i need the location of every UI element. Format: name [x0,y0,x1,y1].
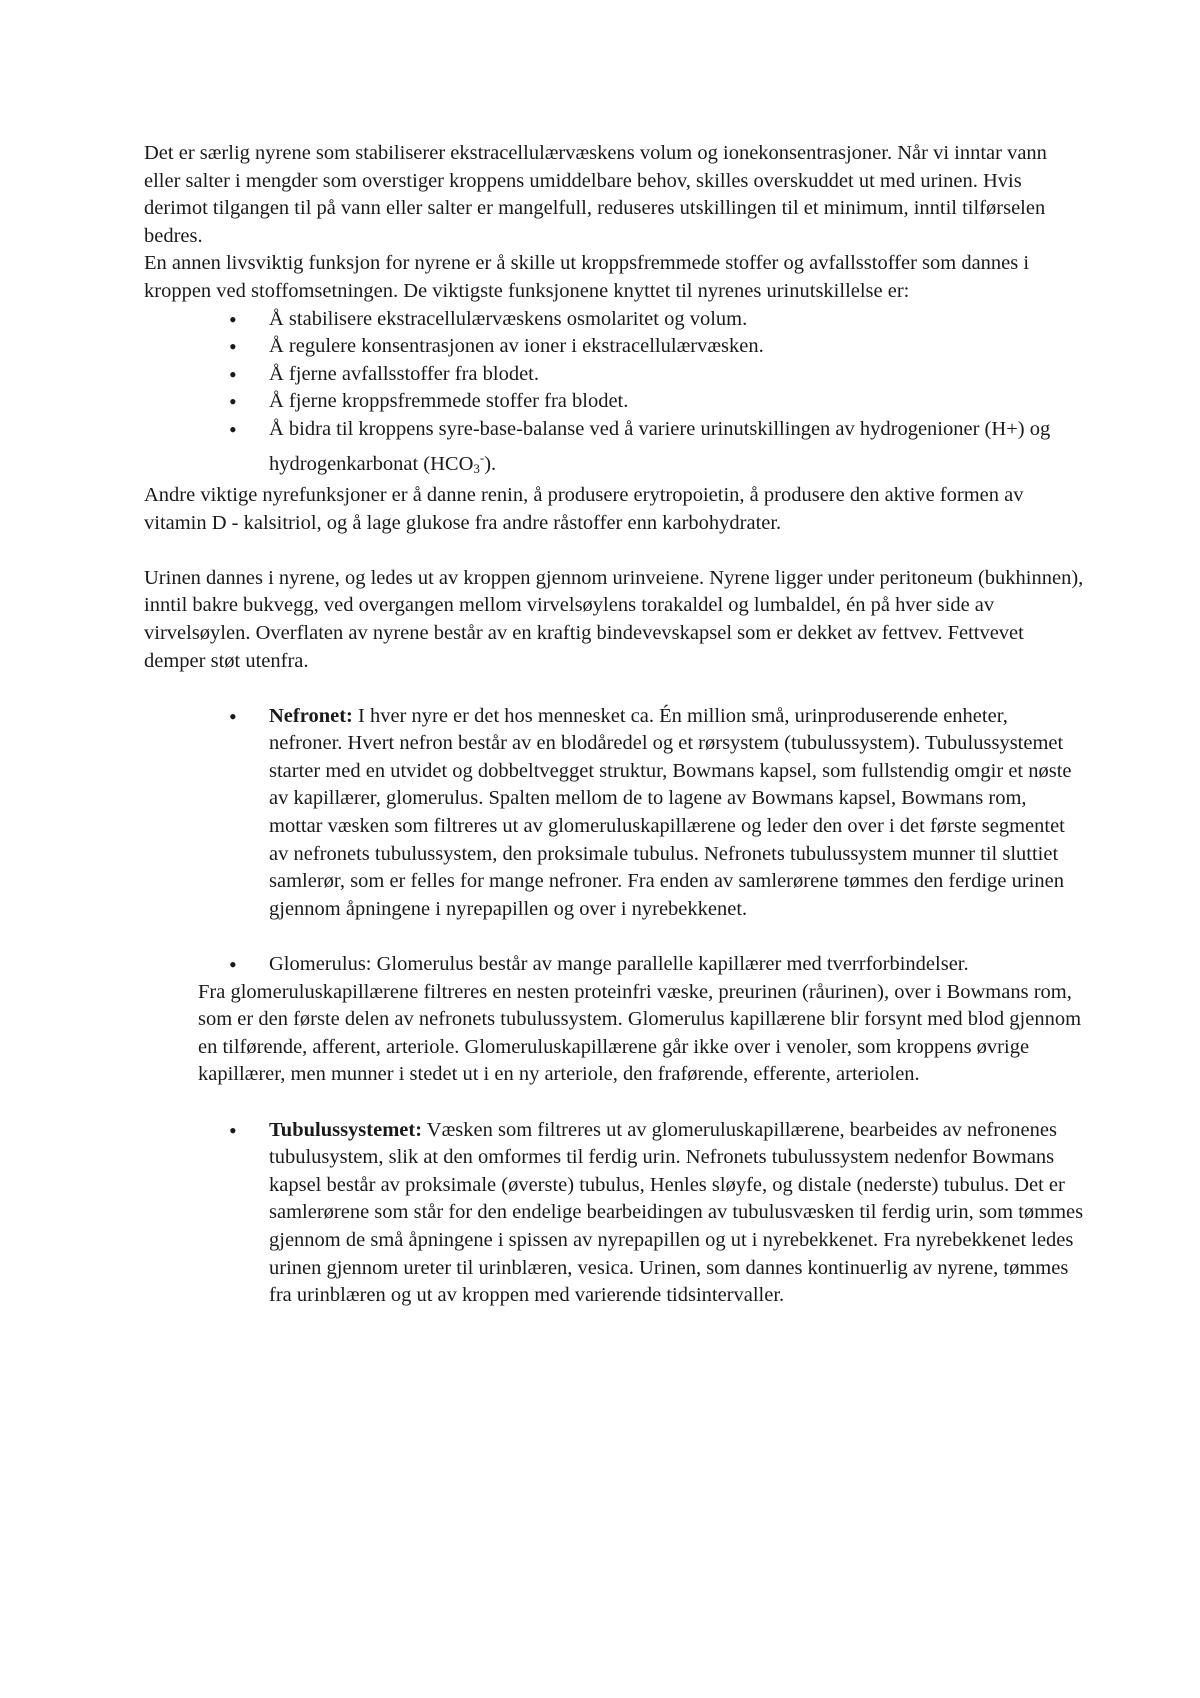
bullet-icon: • [229,361,237,387]
list-item: • Nefronet: I hver nyre er det hos mennesket ca. Én million små, urinproduserende enheter, nefroner. Hvert nefron består av en blodåredel og et rørsystem (tubulussystem). Tubulussystemet starter med en utvidet og dobbeltvegget struktur, Bowmans kapsel, som fullstendig omgir et nøste av kapillærer, glomerulus. Spalten mellom de to lagene av Bowmans kapsel, Bowmans rom, mottar væsken som filtreres ut av glomeruluskapillærene og leder den over i det første segmentet av nefronets tubulussystem, den proksimale tubulus. Nefronets tubulussystem munner til sluttiet samlerør, som er felles for mange nefroner. Fra enden av samlerørene tømmes den ferdige urinen gjennom åpningene i nyrepapillen og over i nyrebekkenet. [229,703,1072,920]
intro-paragraph-1: Det er særlig nyrene som stabiliserer ekstracellulærvæskens volum og ionekonsentrasjoner. Når vi inntar vann eller salter i mengder som overstiger kroppens umiddelbare behov, skilles overskuddet ut med urinen. Hvis derimot tilgangen til på vann eller salter er mangelfull, reduseres utskillingen til et minimum, inntil tilførselen bedres. [144,142,1047,247]
list-item: • Å regulere konsentrasjonen av ioner i ekstracellulærvæsken. [229,334,764,360]
bullet-icon: • [229,1117,237,1143]
nefronet-section [144,703,1084,924]
spacer [144,675,1084,703]
term-nefronet: Nefronet: [269,704,353,727]
bullet-icon: • [229,703,237,729]
tubulus-section [144,1117,1084,1310]
list-item: • Å stabilisere ekstracellulærvæskens osmolaritet og volum. [229,306,748,332]
other-functions-paragraph: Andre viktige nyrefunksjoner er å danne renin, å produsere erytropoietin, å produsere den aktive formen av vitamin D - kalsitriol, og å lage glukose fra andre råstoffer enn karbohydrater. [144,483,1024,534]
glomerulus-section [144,951,1084,979]
bullet-icon: • [229,334,237,360]
bullet-icon: • [229,952,237,978]
spacer [144,923,1084,951]
list-item: • Å fjerne avfallsstoffer fra blodet. [229,361,539,387]
kidney-functions-list [144,306,1084,482]
term-tubulussystemet: Tubulussystemet: [269,1118,423,1141]
glomerulus-continuation: Fra glomeruluskapillærene filtreres en nesten proteinfri væske, preurinen (råurinen), over i Bowmans rom, som er den første delen av nefronets tubulussystem. Glomerulus kapillærene blir forsynt med blod gjennom en tilførende, afferent, arteriole. Glomeruluskapillærene går ikke over i venoler, som kroppens øvrige kapillærer, men munner i stedet ut i en ny arteriole, den fraførende, efferente, arteriolen. [198,980,1082,1086]
list-item: • Glomerulus: Glomerulus består av mange parallelle kapillærer med tverrforbindelser. [229,952,969,978]
spacer [144,537,1084,565]
list-item: • Tubulussystemet: Væsken som filtreres ut av glomeruluskapillærene, bearbeides av nefronenes tubulusystem, slik at den omformes til ferdig urin. Nefronets tubulussystem nedenfor Bowmans kapsel består av proksimale (øverste) tubulus, Henles sløyfe, og distale (nederste) tubulus. Det er samlerørene som står for den endelige bearbeidingen av tubulusvæsken til ferdig urin, som tømmes gjennom de små åpningene i spissen av nyrepapillen og ut i nyrebekkenet. Fra nyrebekkenet ledes urinen gjennom ureter til urinblæren, vesica. Urinen, som dannes kontinuerlig av nyrene, tømmes fra urinblæren og ut av kroppen med varierende tidsintervaller. [229,1117,1084,1307]
anatomy-paragraph: Urinen dannes i nyrene, og ledes ut av kroppen gjennom urinveiene. Nyrene ligger under peritoneum (bukhinnen), inntil bakre bukvegg, ved overgangen mellom virvelsøylens torakaldel og lumbaldel, én på hver side av virvelsøylen. Overflaten av nyrene består av en kraftig bindevevskapsel som er dekket av fettvev. Fettvevet demper støt utenfra. [144,566,1084,672]
document-body [144,140,1084,1310]
list-item: • Å bidra til kroppens syre-base-balanse ved å variere urinutskillingen av hydrogenioner (H+) og hydrogenkarbonat $(HCO_3^-)$. [229,416,1051,476]
intro-paragraph-2: En annen livsviktig funksjon for nyrene er å skille ut kroppsfremmede stoffer og avfallsstoffer som dannes i kroppen ved stoffomsetningen. De viktigste funksjonene knyttet til nyrenes urinutskillelse er: [144,252,1030,302]
bullet-icon: • [229,389,237,415]
bullet-icon: • [229,416,237,442]
spacer [144,1089,1084,1117]
bullet-icon: • [229,306,237,332]
list-item: • Å fjerne kroppsfremmede stoffer fra blodet. [229,389,629,415]
